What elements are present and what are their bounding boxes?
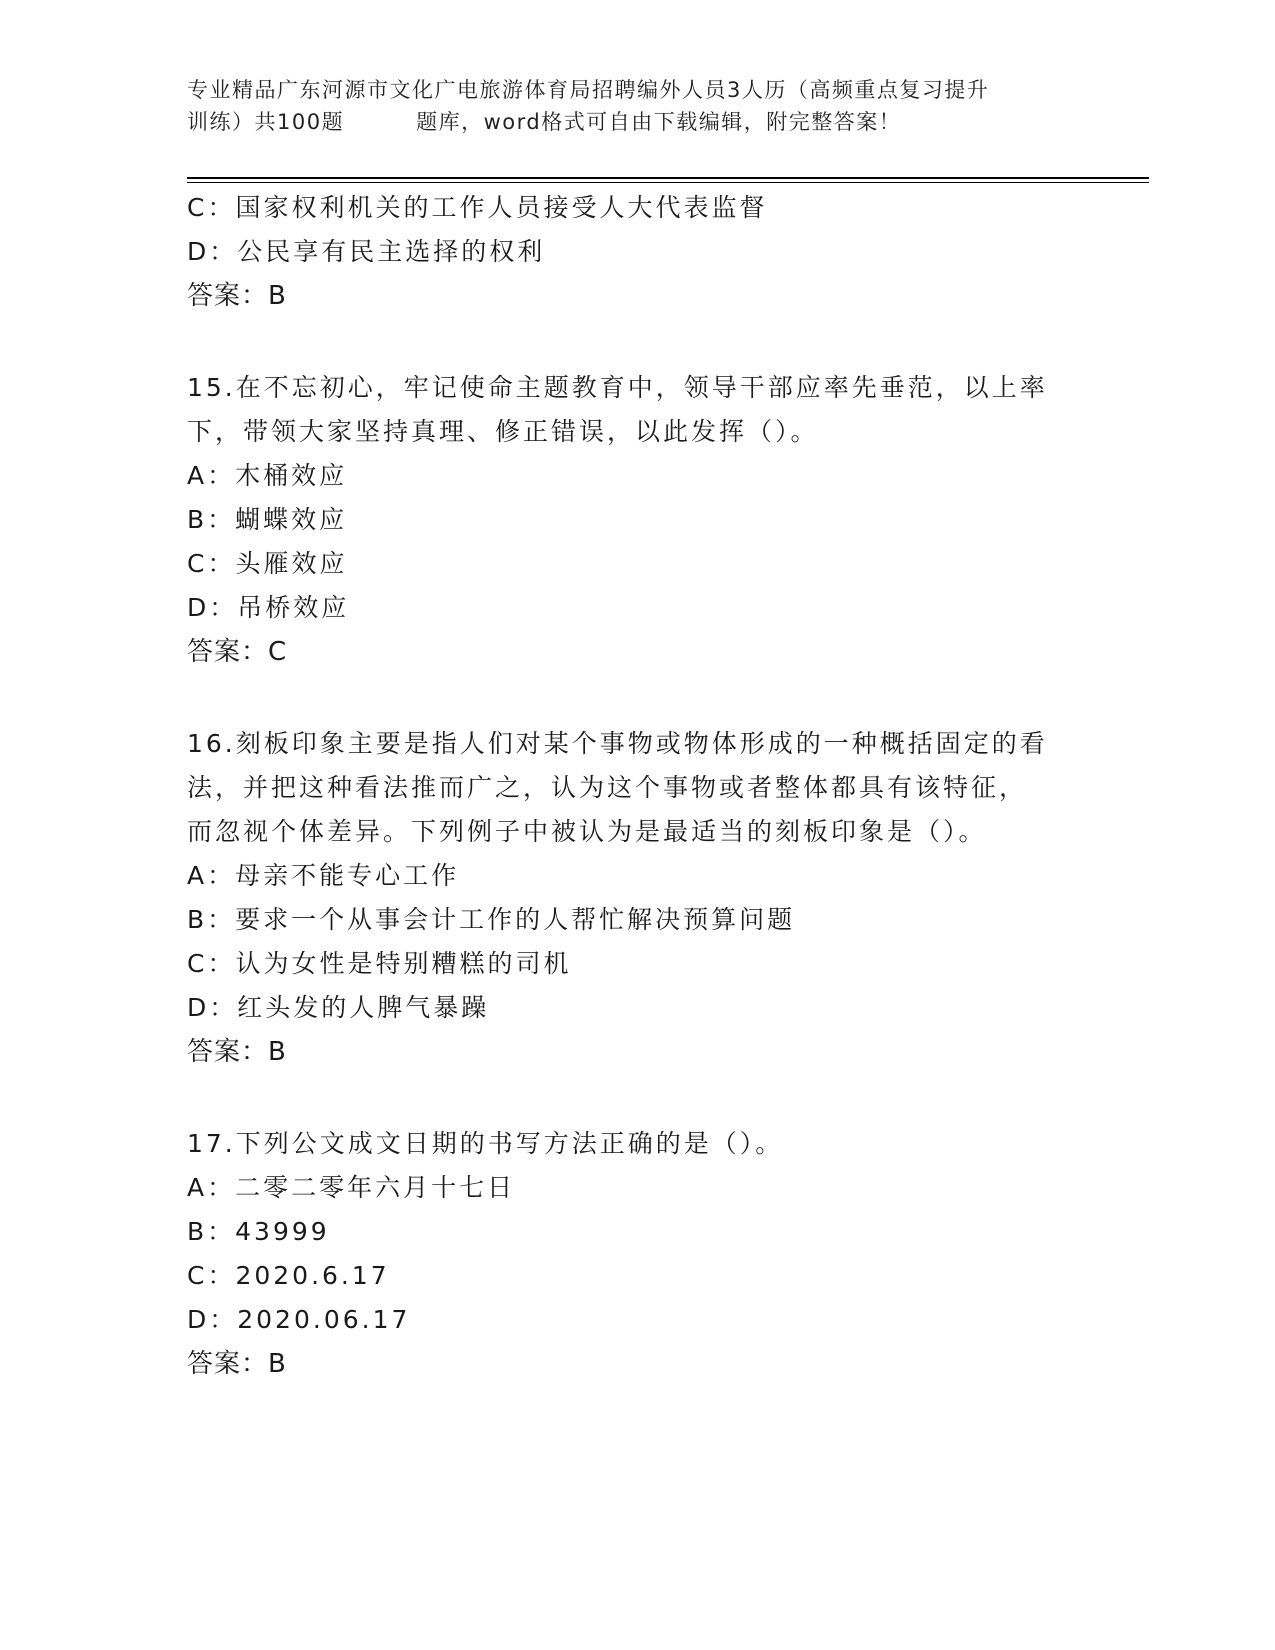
header-line-2-part-b: 题库，word格式可自由下载编辑，附完整答案！ [416,110,902,134]
q16-option-c: C：认为女性是特别糟糕的司机 [187,949,572,978]
q14-option-c: C：国家权利机关的工作人员接受人大代表监督 [187,193,768,222]
q16-option-a: A：母亲不能专心工作 [187,861,460,890]
q16-stem-line-2: 法，并把这种看法推而广之，认为这个事物或者整体都具有该特征， [187,773,1028,802]
q15-option-c: C：头雁效应 [187,549,348,578]
header-divider-thin [187,182,1149,183]
q15-stem-line-2: 下，带领大家坚持真理、修正错误，以此发挥（）。 [187,417,819,446]
q17-answer: 答案：B [187,1349,287,1379]
q17-option-d: D：2020.06.17 [187,1305,411,1334]
q17-option-c: C：2020.6.17 [187,1261,390,1290]
page-header [187,74,1087,138]
header-line-1: 专业精品广东河源市文化广电旅游体育局招聘编外人员3人历（高频重点复习提升 [187,78,990,102]
q16-stem-line-3: 而忽视个体差异。下列例子中被认为是最适当的刻板印象是（）。 [187,817,987,846]
q17-option-b: B：43999 [187,1217,330,1246]
q17-option-a: A：二零二零年六月十七日 [187,1173,516,1202]
q15-answer: 答案：C [187,637,288,667]
q14-option-d: D：公民享有民主选择的权利 [187,237,546,266]
q15-stem-line-1: 15.在不忘初心，牢记使命主题教育中，领导干部应率先垂范，以上率 [187,373,1048,402]
q16-answer: 答案：B [187,1037,287,1067]
header-line-2 [187,106,1087,138]
q15-option-d: D：吊桥效应 [187,593,350,622]
q14-answer: 答案：B [187,281,287,311]
header-line-2-part-a: 训练）共100题 [187,110,345,134]
header-divider-thick [187,177,1149,179]
q17-stem-line-1: 17.下列公文成文日期的书写方法正确的是（）。 [187,1129,784,1158]
q16-option-b: B：要求一个从事会计工作的人帮忙解决预算问题 [187,905,796,934]
q16-stem-line-1: 16.刻板印象主要是指人们对某个事物或物体形成的一种概括固定的看 [187,729,1048,758]
q16-option-d: D：红头发的人脾气暴躁 [187,993,490,1022]
q15-option-b: B：蝴蝶效应 [187,505,348,534]
q15-option-a: A：木桶效应 [187,461,348,490]
